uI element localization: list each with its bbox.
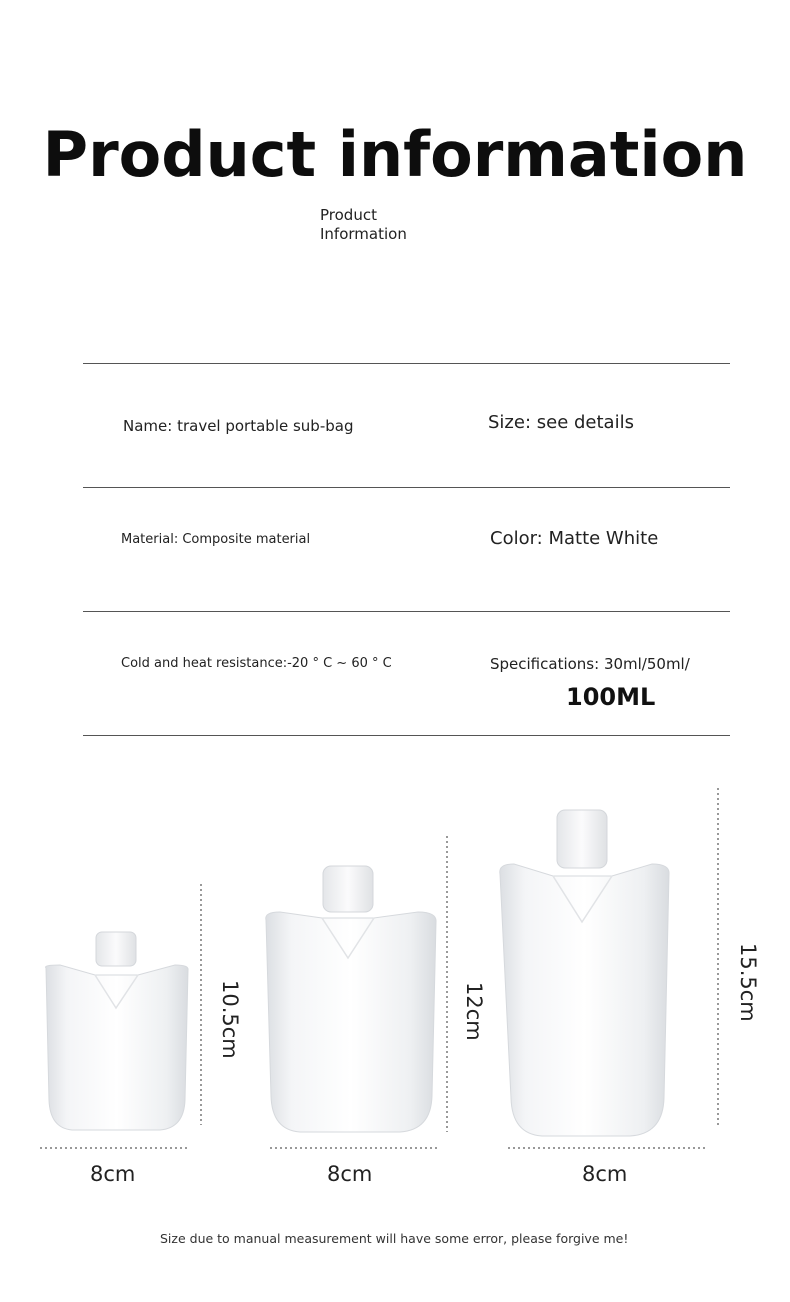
subtitle [320, 206, 407, 244]
pouch-illustration [0, 760, 790, 1220]
table-rule-2 [83, 611, 730, 612]
pouch-large-height-label: 15.5cm [736, 943, 760, 1022]
pouch-small-height-label: 10.5cm [218, 980, 242, 1059]
spec-color: Color: Matte White [490, 528, 659, 549]
subtitle-line-2: Information [320, 225, 407, 243]
spec-name: Name: travel portable sub-bag [123, 417, 354, 435]
spec-size: Size: see details [488, 412, 634, 433]
pouch-medium-height-label: 12cm [462, 982, 486, 1041]
spec-temperature: Cold and heat resistance:-20 ° C ~ 60 ° C [121, 656, 392, 671]
pouch-medium-width-label: 8cm [327, 1162, 373, 1186]
pouch-small-width-label: 8cm [90, 1162, 136, 1186]
pouch-medium [266, 866, 436, 1132]
measurement-note: Size due to manual measurement will have some error, please forgive me! [160, 1231, 629, 1246]
spec-specifications: Specifications: 30ml/50ml/ [490, 655, 690, 673]
spec-specifications-strong: 100ML [566, 683, 656, 711]
table-rule-top [83, 363, 730, 364]
pouch-large [500, 810, 669, 1136]
page-title: Product information [42, 118, 748, 191]
subtitle-line-1: Product [320, 206, 377, 224]
table-rule-1 [83, 487, 730, 488]
spec-material: Material: Composite material [121, 532, 311, 547]
pouch-small [46, 932, 189, 1130]
table-rule-bottom [83, 735, 730, 736]
pouch-large-width-label: 8cm [582, 1162, 628, 1186]
